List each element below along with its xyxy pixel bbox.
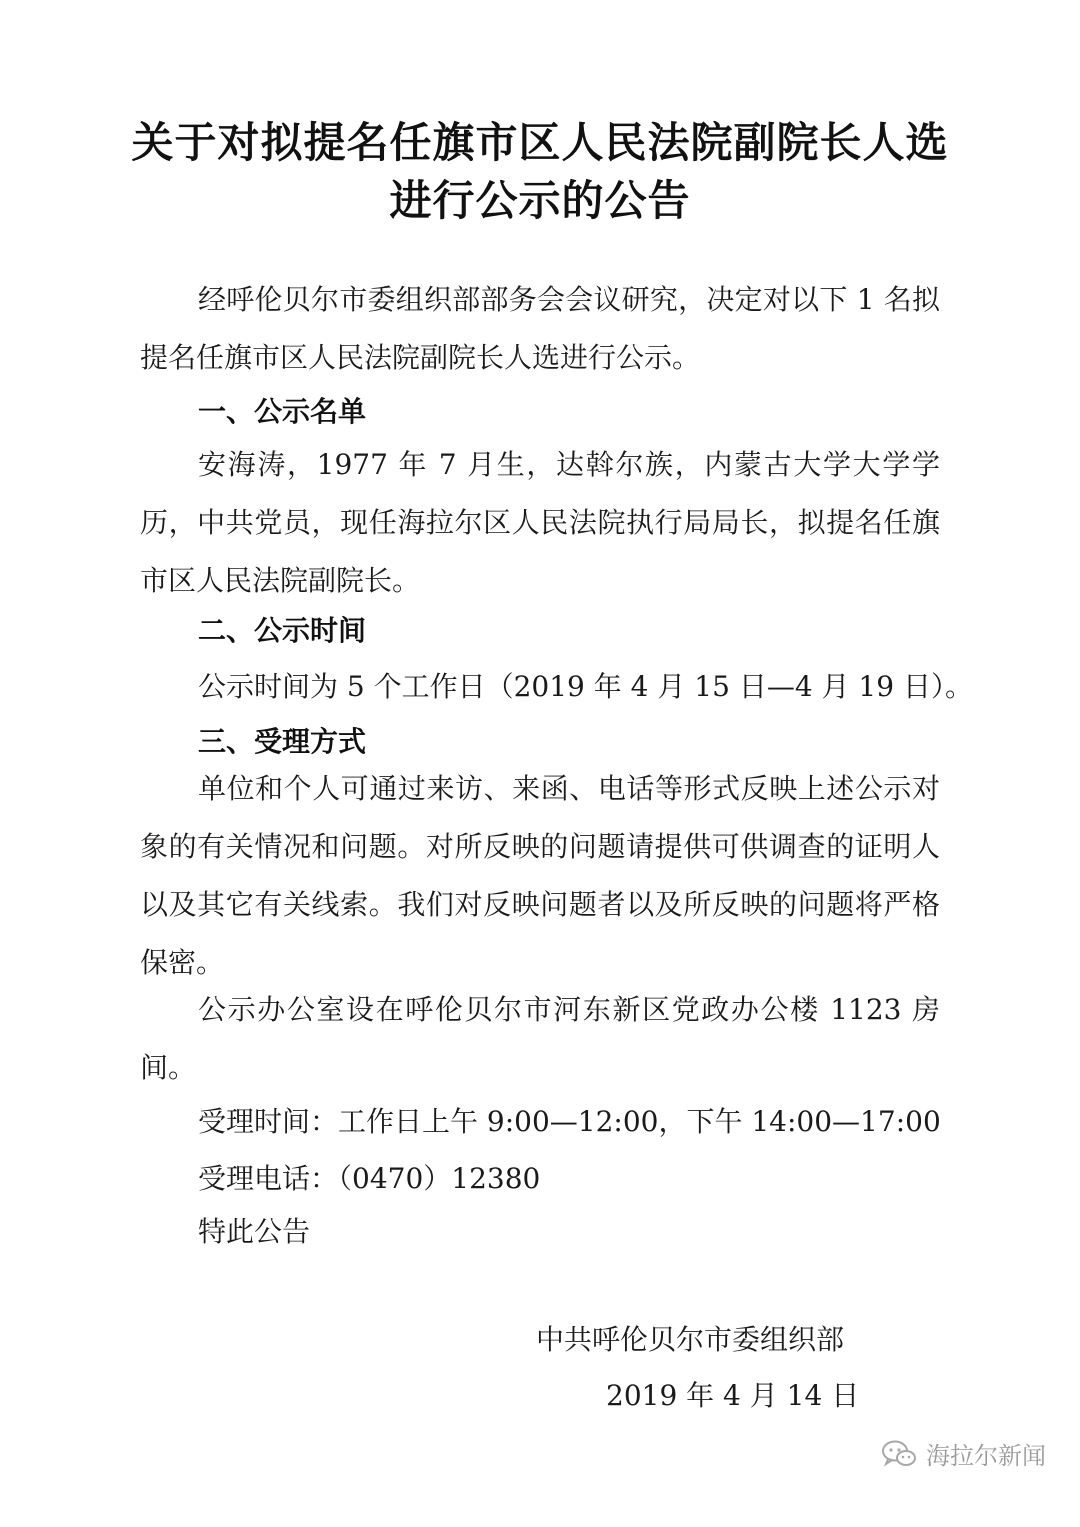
- section-heading-time: 二、公示时间: [198, 614, 367, 647]
- section-heading-list: 一、公示名单: [198, 395, 367, 428]
- signature-date: 2019 年 4 月 14 日: [606, 1379, 860, 1412]
- source-watermark: [882, 1436, 1046, 1471]
- intro-paragraph: 经呼伦贝尔市委组织部部务会会议研究，决定对以下 1 名拟提名任旗市区人民法院副院长人选进行公示。: [140, 283, 940, 374]
- signature-org: 中共呼伦贝尔市委组织部: [536, 1323, 845, 1356]
- period-text: 公示时间为 5 个工作日（2019 年 4 月 15 日—4 月 19 日）。: [198, 670, 973, 703]
- method-paragraph: 单位和个人可通过来访、来函、电话等形式反映上述公示对象的有关情况和问题。对所反映的问题请提供可供调查的证明人以及其它有关线索。我们对反映问题者以及所反映的问题将严格保密。: [140, 772, 940, 979]
- document-title-line1: 关于对拟提名任旗市区人民法院副院长人选: [131, 118, 949, 167]
- closing-text: 特此公告: [198, 1215, 311, 1248]
- office-paragraph: 公示办公室设在呼伦贝尔市河东新区党政办公楼 1123 房间。: [140, 993, 940, 1084]
- nominee-paragraph: 安海涛，1977 年 7 月生，达斡尔族，内蒙古大学大学学历，中共党员，现任海拉尔区人民法院执行局局长，拟提名任旗市区人民法院副院长。: [140, 448, 940, 597]
- document-title-line2: 进行公示的公告: [389, 176, 691, 225]
- section-heading-method: 三、受理方式: [198, 725, 367, 758]
- wechat-icon: [882, 1440, 916, 1468]
- watermark-text: 海拉尔新闻: [926, 1442, 1046, 1470]
- hours-text: 受理时间：工作日上午 9:00—12:00，下午 14:00—17:00: [198, 1105, 941, 1138]
- phone-text: 受理电话：（0470）12380: [198, 1162, 541, 1195]
